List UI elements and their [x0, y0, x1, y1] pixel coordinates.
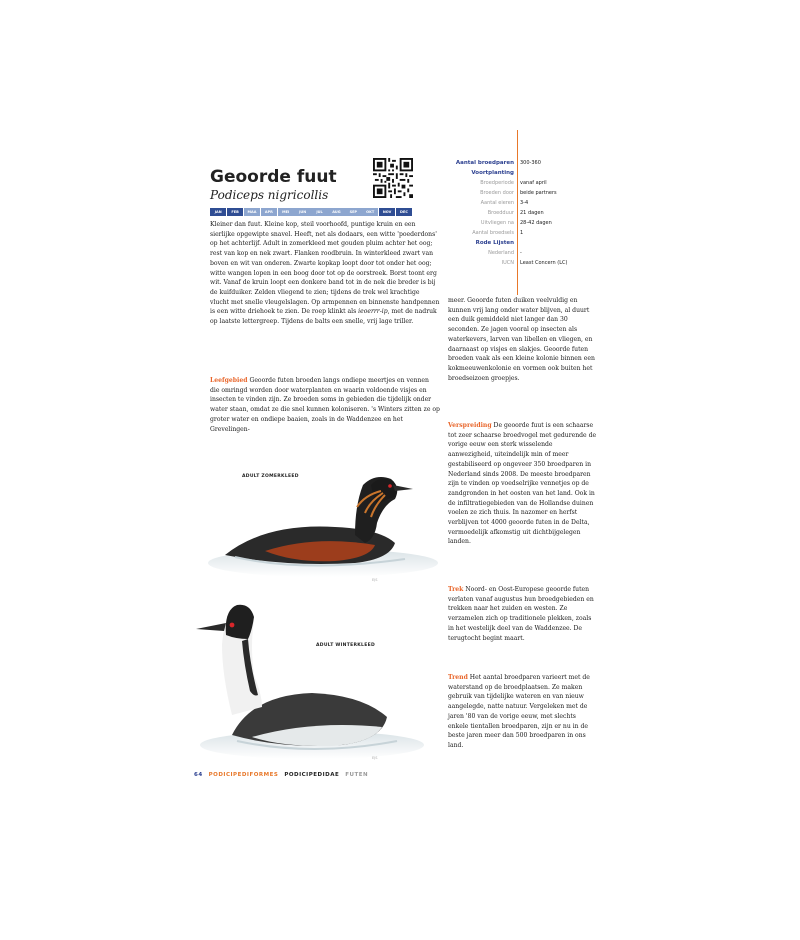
leefgebied-text: Geoorde futen broeden langs ondiepe meertjes en vennen die omringd worden door waterplanten en waarin voldoende visjes en insecten te vinden zijn. Ze broeden soms in gebieden die tijdelijk onder water staan, omdat ze die snel kunnen koloniseren. 's Winters zitten ze op groter water en ondiepe baaien, zoals in de Waddenzee en het Grevelingen-	[210, 377, 440, 433]
trek-heading: Trek	[448, 586, 464, 593]
fact-row	[450, 198, 590, 208]
trek-text: Noord- en Oost-Europese geoorde futen verlaten vanaf augustus hun broedgebieden en trekken naar het zuiden en westen. Ze verzamelen zich op traditionele plekken, zoals in het westelijk deel van de Waddenzee. De terugtocht begint maart.	[448, 586, 594, 642]
month-aug: AUG	[328, 208, 344, 216]
fact-row	[450, 188, 590, 198]
qr-code-icon[interactable]	[373, 158, 413, 198]
intro-text: Kleiner dan fuut. Kleine kop, steil voorhoofd, puntige kruin en een sierlijke opgewipte snavel. Heeft, net als dodaars, een witte 'poederdons' op het achterlijf. Adult in zomerkleed met gouden pluim achter het oog; rest van kop en nek zwart. Flanken roodbruin. In winterkleed zwart van boven en wit van onderen. Zwarte kopkap loopt door tot onder het oog; witte wangen lopen in een boog door tot op de oorstreek. Borst toont erg wit. Vanaf de kruin loopt een donkere band tot in de nek die breder is bij de kuifduiker. Zelden vliegend te zien; tijdens de trek wel krachtige vlucht met snelle vleugelslagen. Op armpennen en binnenste handpennen is een witte driehoek te zien. De roep klinkt als	[210, 221, 440, 316]
page-number: 64	[194, 772, 203, 778]
summer-plumage-illustration	[205, 455, 440, 585]
fact-label: Aantal eieren	[480, 200, 514, 206]
fact-table	[450, 158, 590, 268]
illustration-credit-2: EJS	[372, 756, 378, 760]
month-jun: JUN	[294, 208, 310, 216]
fact-value: 300-360	[520, 160, 541, 166]
verspreiding-text: De geoorde fuut is een schaarse tot zeer schaarse broedvogel met gedurende de vorige eeuw een sterk wisselende aanwezigheid, uiteindelijk min of meer gestabiliseerd op ongeveer 350 broedparen in Nederland sinds 2008. De meeste broedparen zijn te vinden op voedselrijke vennetjes op de zandgronden in het oosten van het land. Ook in de infiltratiegebieden van de Hollandse duinen voelen ze zich thuis. In nazomer en herfst verblijven tot 4000 geoorde futen in de Delta, vermoedelijk afkomstig uit dichtbijgelegen landen.	[448, 422, 597, 546]
trek-section	[448, 585, 598, 643]
fact-row	[450, 248, 590, 258]
caption-summer: ADULT ZOMERKLEED	[242, 474, 299, 479]
fact-label: Rode Lijsten	[475, 240, 514, 246]
fact-label: Nederland	[488, 250, 514, 256]
fact-row	[450, 228, 590, 238]
description-text	[210, 220, 440, 327]
fact-label: Broedperiode	[480, 180, 514, 186]
month-presence-bar	[210, 208, 413, 216]
fact-row	[450, 178, 590, 188]
fact-row	[450, 238, 590, 248]
caption-winter: ADULT WINTERKLEED	[316, 643, 375, 648]
month-jul: JUL	[311, 208, 327, 216]
fact-value: 1	[520, 230, 524, 236]
leefgebied-heading: Leefgebied	[210, 377, 248, 384]
fact-label: Broeden door	[480, 190, 514, 196]
month-maa: MAA	[244, 208, 260, 216]
fact-value: 3-4	[520, 200, 529, 206]
footer-order: PODICIPEDIFORMES	[208, 772, 279, 778]
page-footer	[194, 772, 368, 778]
footer-family: PODICIPEDIDAE	[284, 772, 340, 778]
fact-value: -	[520, 250, 522, 256]
fact-label: Uitvliegen na	[480, 220, 514, 226]
trend-heading: Trend	[448, 674, 468, 681]
fact-row	[450, 168, 590, 178]
intro-end-text: , met de nadruk op laatste lettergreep. Tijdens de balts een snelle, vrij lage triller.	[210, 308, 437, 326]
trend-section	[448, 673, 598, 751]
fact-row	[450, 218, 590, 228]
fact-row	[450, 158, 590, 168]
month-mei: MEI	[278, 208, 294, 216]
fact-label: IUCN	[501, 260, 514, 266]
fact-row	[450, 208, 590, 218]
trend-text: Het aantal broedparen varieert met de waterstand op de broedplaatsen. Ze maken gebruik van tijdelijke wateren en van nieuw aangelegde, natte natuur. Vergeleken met de jaren '80 van de vorige eeuw, met slechts enkele tientallen broedparen, zijn er nu in de beste jaren meer dan 500 broedparen in ons land.	[448, 674, 590, 749]
leefgebied-continued: meer. Geoorde futen duiken veelvuldig en kunnen vrij lang onder water blijven, al duurt een duik gemiddeld niet langer dan 30 seconden. Ze jagen vooral op insecten als waterkevers, larven van libellen en vliegen, en daarnaast op visjes en slakjes. Geoorde futen broeden vaak als een kleine kolonie binnen een kokmeeuwenkolonie en vormen ook buiten het broedseizoen groepjes.	[448, 297, 595, 382]
verspreiding-heading: Verspreiding	[448, 422, 492, 429]
leefgebied-section	[210, 376, 440, 434]
illustration-credit-1: EJS	[372, 578, 378, 582]
call-text: ieoerrr-ip	[358, 308, 388, 316]
fact-value: beide partners	[520, 190, 557, 196]
fact-label: Broedduur	[487, 210, 514, 216]
footer-group: FUTEN	[345, 772, 369, 778]
fact-value: Least Concern (LC)	[520, 260, 568, 266]
month-feb: FEB	[227, 208, 243, 216]
verspreiding-section	[448, 421, 598, 547]
fact-value: 28-42 dagen	[520, 220, 552, 226]
fact-row	[450, 258, 590, 268]
month-jan: JAN	[210, 208, 226, 216]
winter-plumage-illustration	[192, 595, 427, 765]
month-nov: NOV	[379, 208, 395, 216]
month-okt: OKT	[362, 208, 378, 216]
month-sep: SEP	[345, 208, 361, 216]
month-dec: DEC	[396, 208, 412, 216]
species-latin-name: Podiceps nigricollis	[210, 188, 329, 202]
fact-value: 21 dagen	[520, 210, 544, 216]
fact-label: Voortplanting	[471, 170, 514, 176]
fact-label: Aantal broedparen	[455, 160, 514, 166]
fact-value: vanaf april	[520, 180, 547, 186]
fact-label: Aantal broedsels	[472, 230, 514, 236]
month-apr: APR	[261, 208, 277, 216]
species-title: Geoorde fuut	[210, 167, 337, 187]
